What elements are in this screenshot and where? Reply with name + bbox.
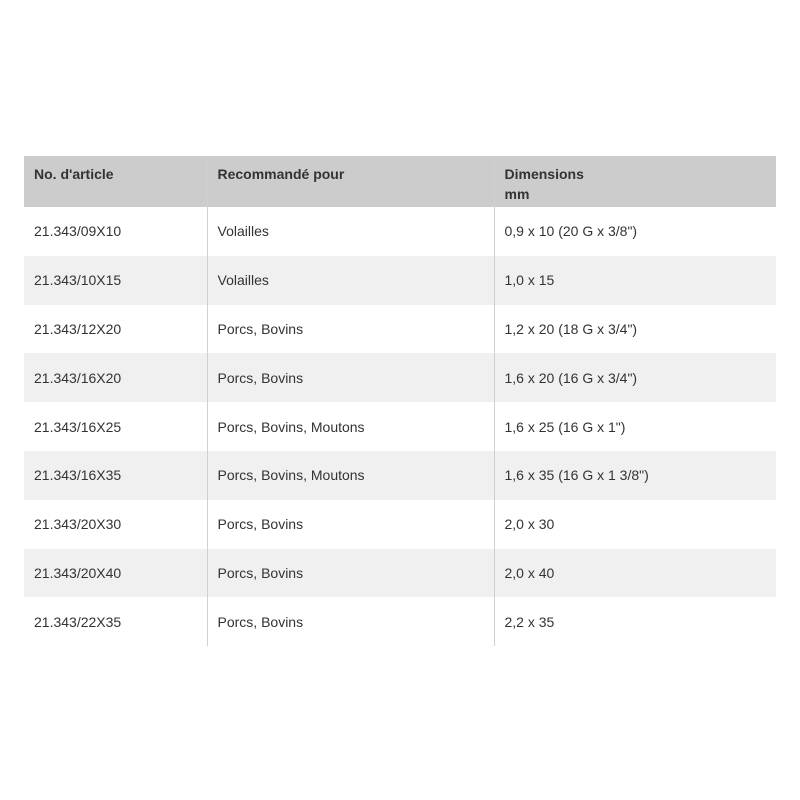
cell-article: 21.343/20X40 <box>24 549 207 598</box>
table-row <box>24 305 776 354</box>
cell-recommended: Porcs, Bovins <box>207 353 494 402</box>
cell-dimensions: 2,2 x 35 <box>494 597 776 646</box>
table-row <box>24 207 776 256</box>
cell-article: 21.343/10X15 <box>24 256 207 305</box>
cell-dimensions: 1,6 x 20 (16 G x 3/4") <box>494 353 776 402</box>
cell-article: 21.343/09X10 <box>34 223 122 240</box>
cell-recommended: Porcs, Bovins <box>207 597 494 646</box>
header-row <box>24 156 776 207</box>
header-recommended: Recommandé pour <box>207 156 494 207</box>
cell-dimensions: 1,6 x 35 (16 G x 1 3/8") <box>494 451 776 500</box>
table-row <box>24 256 776 305</box>
cell-recommended: Porcs, Bovins <box>207 500 494 549</box>
cell-dimensions: 2,0 x 30 <box>494 500 776 549</box>
cell-article: 21.343/16X25 <box>34 418 122 435</box>
header-dimensions-label: Dimensions <box>504 166 584 182</box>
cell-dimensions: 0,9 x 10 (20 G x 3/8") <box>494 207 776 256</box>
table-row <box>24 597 776 646</box>
cell-recommended: Volailles <box>207 207 494 256</box>
header-dimensions <box>494 156 776 207</box>
header-dimensions-unit: mm <box>504 186 530 202</box>
cell-recommended: Porcs, Bovins, Moutons <box>207 402 494 451</box>
cell-article: 21.343/16X35 <box>24 451 207 500</box>
table-header <box>24 156 776 207</box>
cell-recommended: Porcs, Bovins <box>207 305 494 354</box>
header-article: No. d'article <box>24 156 207 207</box>
cell-recommended: Porcs, Bovins, Moutons <box>207 451 494 500</box>
cell-dimensions: 1,0 x 15 <box>494 256 776 305</box>
cell-article: 21.343/20X30 <box>34 516 122 533</box>
cell-dimensions: 1,6 x 25 (16 G x 1") <box>494 402 776 451</box>
cell-dimensions: 1,2 x 20 (18 G x 3/4") <box>494 305 776 354</box>
table-row <box>24 402 776 451</box>
table-body <box>24 207 776 646</box>
table-row <box>24 451 776 500</box>
product-spec-table <box>24 156 776 646</box>
cell-article: 21.343/16X20 <box>24 353 207 402</box>
table-row <box>24 353 776 402</box>
cell-recommended: Porcs, Bovins <box>207 549 494 598</box>
table-row <box>24 549 776 598</box>
cell-article: 21.343/12X20 <box>34 320 122 337</box>
table-row <box>24 500 776 549</box>
cell-recommended: Volailles <box>207 256 494 305</box>
cell-dimensions: 2,0 x 40 <box>494 549 776 598</box>
cell-article: 21.343/22X35 <box>34 613 122 630</box>
